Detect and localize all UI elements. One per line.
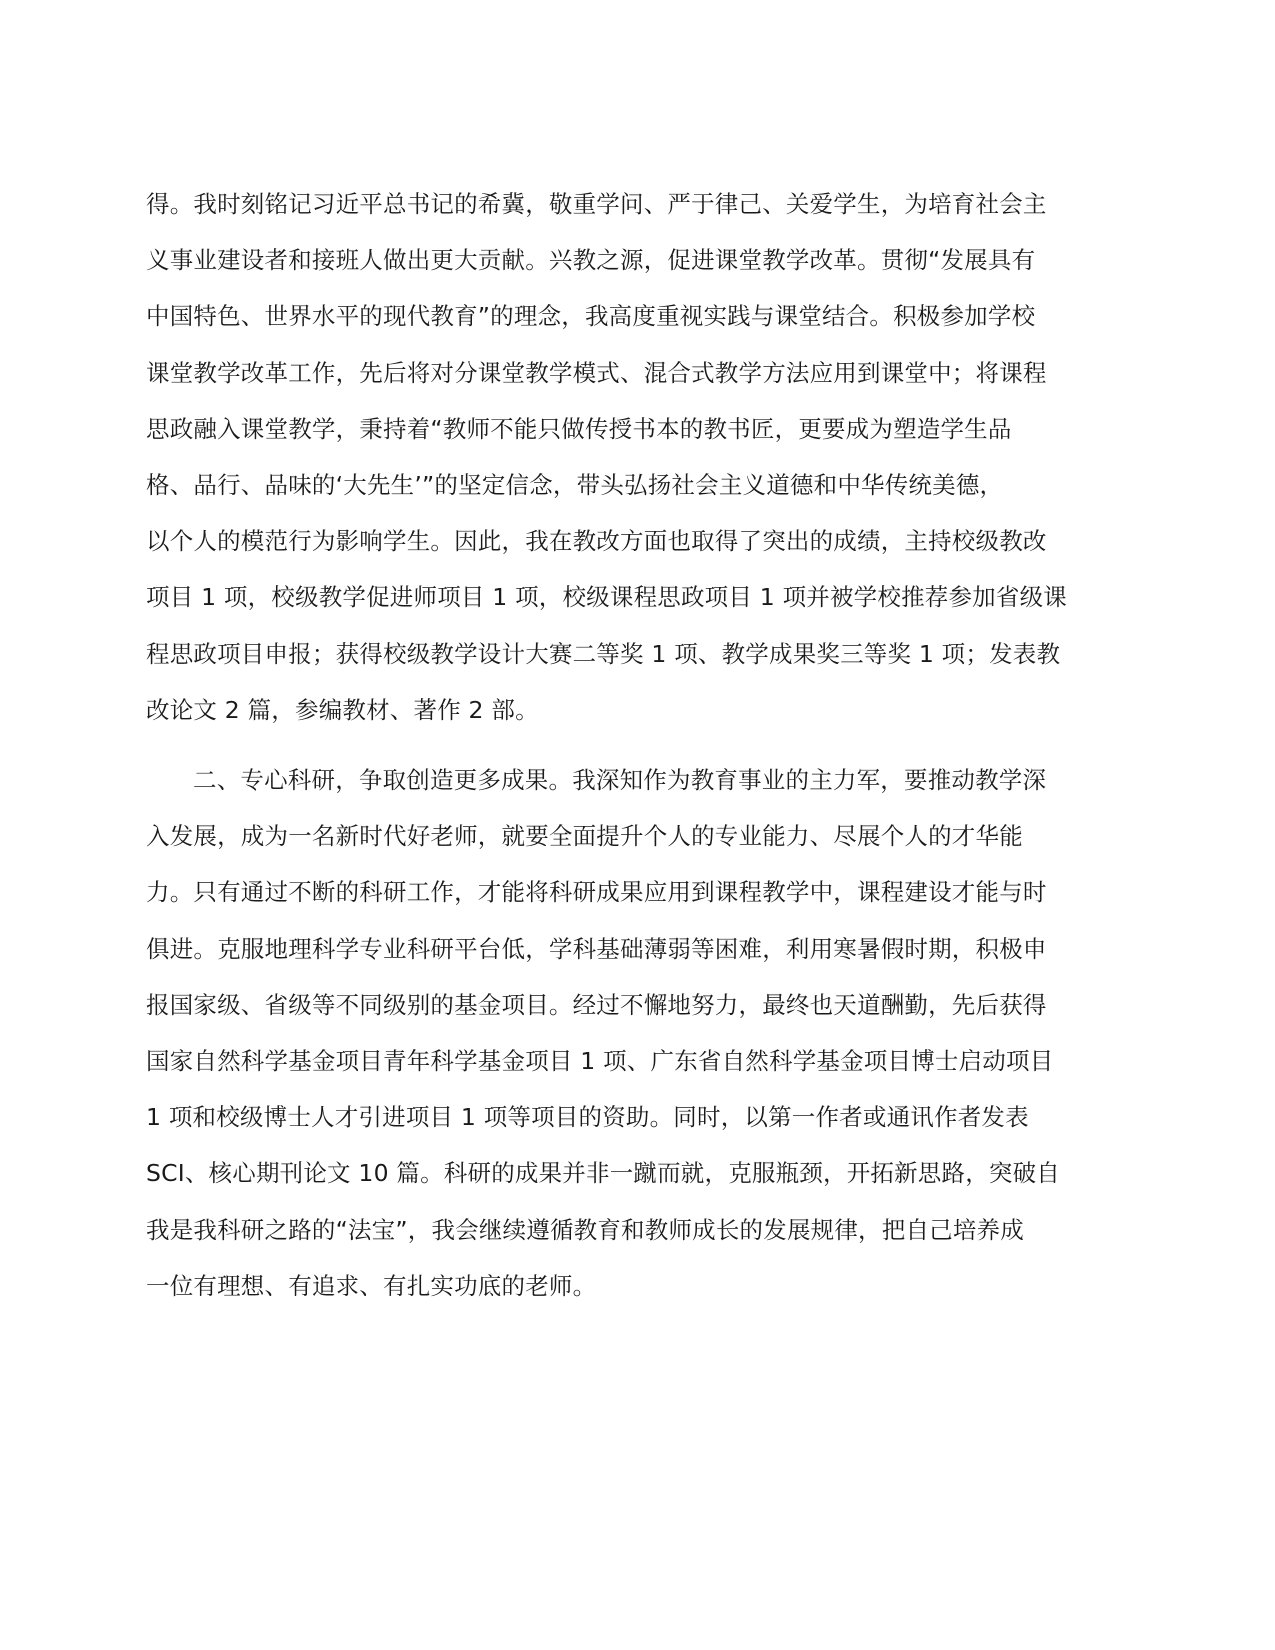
text-line: 一位有理想、有追求、有扎实功底的老师。 bbox=[146, 1271, 597, 1300]
text-line: 力。只有通过不断的科研工作，才能将科研成果应用到课程教学中，课程建设才能与时 bbox=[146, 878, 1047, 907]
text-line: 二、专心科研，争取创造更多成果。我深知作为教育事业的主力军，要推动教学深 bbox=[193, 766, 1047, 794]
text-line: 改论文 2 篇，参编教材、著作 2 部。 bbox=[146, 695, 539, 724]
text-line: 入发展，成为一名新时代好老师，就要全面提升个人的专业能力、尽展个人的才华能 bbox=[146, 822, 1023, 851]
text-line: 格、品行、品味的‘大先生’”的坚定信念，带头弘扬社会主义道德和中华传统美德， bbox=[146, 470, 1004, 499]
text-line: 以个人的模范行为影响学生。因此，我在教改方面也取得了突出的成绩，主持校级教改 bbox=[146, 527, 1047, 556]
text-line: 思政融入课堂教学，秉持着“教师不能只做传授书本的教书匠，更要成为塑造学生品 bbox=[146, 414, 1012, 443]
text-line: 报国家级、省级等不同级别的基金项目。经过不懈地努力，最终也天道酬勤，先后获得 bbox=[146, 990, 1047, 1019]
paragraph-research bbox=[146, 752, 1066, 1314]
text-line: 项目 1 项，校级教学促进师项目 1 项，校级课程思政项目 1 项并被学校推荐参加省级课 bbox=[146, 583, 1067, 612]
text-line: 课堂教学改革工作，先后将对分课堂教学模式、混合式教学方法应用到课堂中；将课程 bbox=[146, 358, 1047, 387]
text-line: SCI、核心期刊论文 10 篇。科研的成果并非一蹴而就，克服瓶颈，开拓新思路，突破自 bbox=[146, 1159, 1060, 1188]
text-line: 义事业建设者和接班人做出更大贡献。兴教之源，促进课堂教学改革。贯彻“发展具有 bbox=[146, 246, 1036, 275]
text-line: 1 项和校级博士人才引进项目 1 项等项目的资助。同时，以第一作者或通讯作者发表 bbox=[146, 1103, 1029, 1132]
text-line: 国家自然科学基金项目青年科学基金项目 1 项、广东省自然科学基金项目博士启动项目 bbox=[146, 1046, 1054, 1075]
text-line: 我是我科研之路的“法宝”，我会继续遵循教育和教师成长的发展规律，把自己培养成 bbox=[146, 1215, 1024, 1244]
paragraph-teaching-reform bbox=[146, 176, 1066, 738]
text-line: 中国特色、世界水平的现代教育”的理念，我高度重视实践与课堂结合。积极参加学校 bbox=[146, 302, 1036, 331]
text-line: 得。我时刻铭记习近平总书记的希冀，敬重学问、严于律己、关爱学生，为培育社会主 bbox=[146, 190, 1047, 218]
text-line: 俱进。克服地理科学专业科研平台低，学科基础薄弱等困难，利用寒暑假时期，积极申 bbox=[146, 934, 1047, 963]
text-line: 程思政项目申报；获得校级教学设计大赛二等奖 1 项、教学成果奖三等奖 1 项；发表教 bbox=[146, 639, 1061, 668]
